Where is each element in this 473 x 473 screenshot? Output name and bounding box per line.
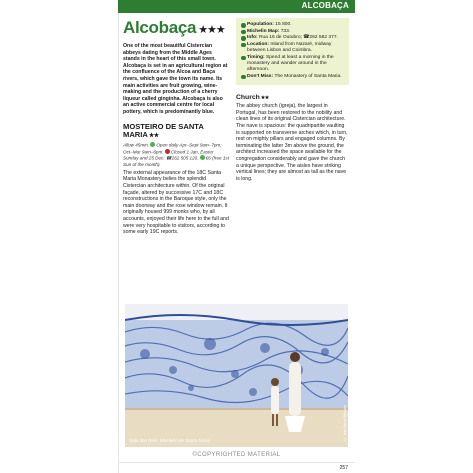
info-value: Rua 16 de Outubro; ☎262 582 377. <box>258 35 338 41</box>
town-info-box <box>236 18 349 85</box>
guidebook-page <box>118 0 355 473</box>
info-timing <box>241 55 344 74</box>
population-icon <box>241 23 246 28</box>
dont-miss-label: Don't Miss: <box>247 73 274 79</box>
info-dont-miss <box>241 74 344 80</box>
location-icon <box>241 43 246 48</box>
mosteiro-title: MOSTEIRO DE SANTA MARIA <box>123 121 204 139</box>
town-star-rating: ★★★ <box>198 24 225 36</box>
mosteiro-body: The external appearance of the 18C Santa Maria Monastery belies the splendid Cistercian architecture within. Of the original façade, altered by successive 17C and 18C reconstructions in the Baroque style, only the main doorway and the rose window remain. It originally housed 999 monks who, by all accounts, enjoyed their life here to the full and were very hospitable to visitors, according to some early 19C reports. <box>123 169 229 236</box>
header-bar <box>118 0 355 13</box>
meta-open: Open daily Apr–Sept 9am–7pm; Oct–Mar 9am–6pm. <box>123 142 222 155</box>
location-label: Location: <box>247 41 270 47</box>
mosteiro-star-rating: ★★ <box>148 132 159 139</box>
info-tourist-office <box>241 35 344 41</box>
population-value: 15 800. <box>275 22 292 27</box>
photo-caption: Sala dos Reis, Mosteiro de Santa Maria <box>129 438 210 443</box>
meta-tel: ☎262 505 120. <box>165 155 199 161</box>
meta-fee: €6 (free 1st Sun of the month). <box>123 155 229 167</box>
meta-allow: Allow 45min. <box>123 142 150 148</box>
running-header-title: ALCOBAÇA <box>301 1 349 10</box>
right-column <box>236 18 349 182</box>
left-column <box>123 18 230 236</box>
town-heading <box>123 18 230 38</box>
closed-icon <box>165 149 170 154</box>
dont-miss-icon <box>241 75 246 80</box>
info-population <box>241 22 344 28</box>
church-body: The abbey church (igreja), the largest in Portugal, has been restored to the nobility and clean lines of its original Cistercian architecture. The nave is spacious: the quadripartite vaulting is supported on transverse arches which, in turn, rest on mighty pillars and engaged columns. By terminating the latter 3m above the ground, the architect increased the space available for the congregation considerably and gave the church a unique perspective. The aisles have striking vertical lines; they are almost as tall as the nave is long. <box>236 103 348 182</box>
church-star-rating: ★★ <box>260 95 269 102</box>
mosteiro-practical-info <box>123 142 230 168</box>
sala-dos-reis-photo <box>125 304 348 447</box>
azulejo-scene-image <box>125 304 348 447</box>
photo-credit: © Jean-Benoit Bernard <box>343 404 347 441</box>
fee-icon <box>200 155 205 160</box>
mosteiro-heading <box>123 123 230 141</box>
meta-closed: Closed 1 Jan, Easter Sunday and 25 Dec. <box>123 149 214 161</box>
town-name: Alcobaça <box>123 18 197 37</box>
clock-icon <box>150 142 155 147</box>
page-number: 257 <box>339 465 348 471</box>
info-location <box>241 42 344 54</box>
church-heading <box>236 94 349 102</box>
location-value: Inland from Nazaré, midway between Lisbon and Coimbra. <box>247 41 332 53</box>
timing-value: Spend at least a morning in the monastery and wander around in the afternoon. <box>247 54 334 72</box>
map-icon <box>241 30 246 35</box>
michelin-label: Michelin Map: <box>247 28 280 34</box>
info-michelin-map <box>241 29 344 35</box>
timing-label: Timing: <box>247 54 265 60</box>
info-icon <box>241 36 246 41</box>
copyright-watermark: ©COPYRIGHTED MATERIAL <box>192 452 281 458</box>
town-intro: One of the most beautiful Cistercian abbeys dating from the Middle Ages stands in the heart of this small town. Alcobaça is set in an agricultural region at the confluence of the Alcoa and Baça rivers, which gave the town its name. Its main activities are fruit growing, wine-making and the production of a cherry liqueur called ginginha. Alcobaça is also an active commercial centre for local pottery, which is predominantly blue. <box>123 43 228 115</box>
population-label: Population: <box>247 22 274 27</box>
info-label: Info: <box>247 35 258 41</box>
timing-icon <box>241 56 246 61</box>
michelin-value: 733. <box>280 28 291 34</box>
footer-divider <box>118 462 355 463</box>
church-title: Church <box>236 94 260 102</box>
dont-miss-value: The Monastery of Santa Maria. <box>274 73 342 79</box>
